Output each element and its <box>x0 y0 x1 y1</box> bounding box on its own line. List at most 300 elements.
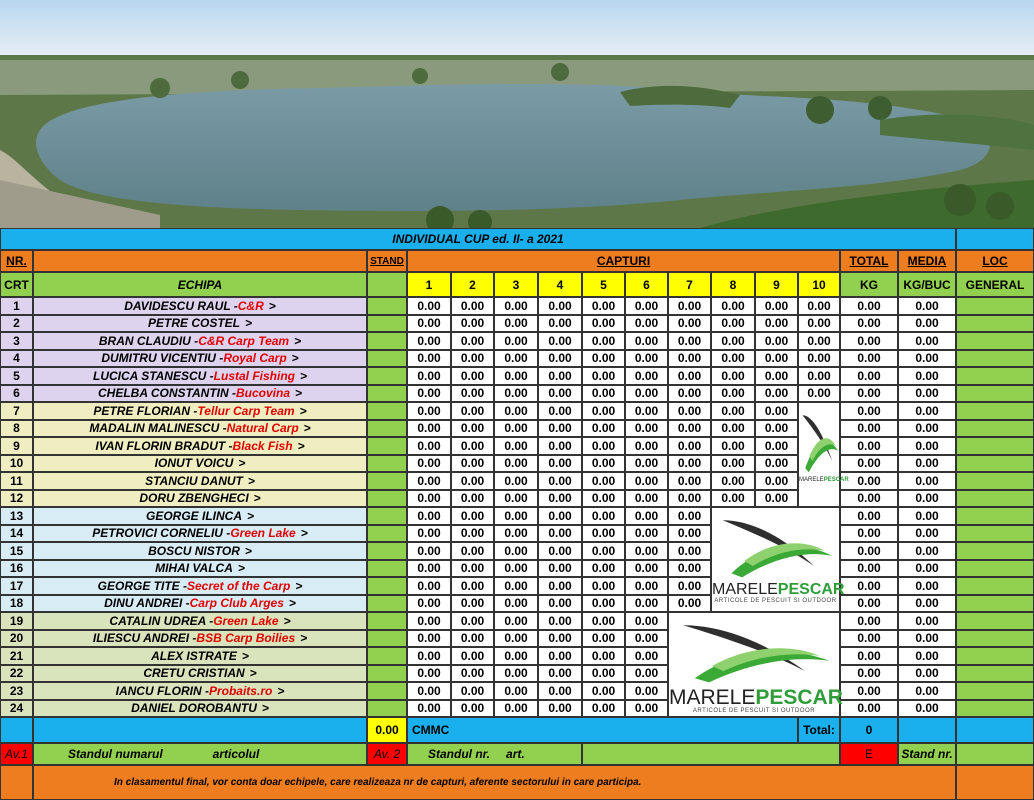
row-capture-value: 0.00 <box>755 437 798 455</box>
row-capture-value: 0.00 <box>407 350 451 368</box>
row-loc <box>956 437 1034 455</box>
row-capture-value: 0.00 <box>538 682 582 700</box>
row-total-kg: 0.00 <box>840 367 898 385</box>
row-total-kg: 0.00 <box>840 560 898 578</box>
row-competitor <box>33 350 367 368</box>
logo-text-marele: MARELE <box>669 686 756 709</box>
row-capture-value: 0.00 <box>625 560 668 578</box>
row-nr: 15 <box>0 542 33 560</box>
row-stand <box>367 420 407 438</box>
footer-blank-loc3 <box>956 765 1034 800</box>
row-capture-value: 0.00 <box>668 595 711 613</box>
row-competitor <box>33 577 367 595</box>
row-capture-value: 0.00 <box>407 437 451 455</box>
row-capture-value: 0.00 <box>451 560 494 578</box>
row-capture-value: 0.00 <box>538 437 582 455</box>
row-capture-value: 0.00 <box>582 315 625 333</box>
row-capture-value: 0.00 <box>451 420 494 438</box>
row-capture-value: 0.00 <box>668 525 711 543</box>
row-capture-value: 0.00 <box>494 647 538 665</box>
row-capture-value: 0.00 <box>625 332 668 350</box>
row-nr: 17 <box>0 577 33 595</box>
arrow-glyph: > <box>283 613 291 628</box>
header-nr: NR. <box>0 250 33 272</box>
row-stand <box>367 332 407 350</box>
row-loc <box>956 630 1034 648</box>
row-loc <box>956 472 1034 490</box>
row-capture-value: 0.00 <box>538 577 582 595</box>
row-capture-value: 0.00 <box>625 700 668 718</box>
row-capture-value: 0.00 <box>494 507 538 525</box>
row-nr: 3 <box>0 332 33 350</box>
row-total-kg: 0.00 <box>840 472 898 490</box>
row-capture-value: 0.00 <box>451 437 494 455</box>
row-capture-value: 0.00 <box>451 402 494 420</box>
row-loc <box>956 525 1034 543</box>
row-capture-value: 0.00 <box>582 332 625 350</box>
arrow-glyph: > <box>247 508 255 523</box>
row-capture-value: 0.00 <box>625 577 668 595</box>
team-name: Secret of the Carp <box>186 578 291 593</box>
marele-pescar-logo-medium <box>711 507 845 612</box>
header-capture-4: 4 <box>538 272 582 297</box>
row-total-kg: 0.00 <box>840 577 898 595</box>
header-total: TOTAL <box>840 250 898 272</box>
row-media: 0.00 <box>898 490 956 508</box>
row-capture-value: 0.00 <box>407 385 451 403</box>
row-capture-value: 0.00 <box>711 455 755 473</box>
row-capture-value: 0.00 <box>538 385 582 403</box>
header-capturi: CAPTURI <box>407 250 840 272</box>
row-capture-value: 0.00 <box>711 402 755 420</box>
row-capture-value: 0.00 <box>451 455 494 473</box>
row-stand <box>367 507 407 525</box>
row-loc <box>956 665 1034 683</box>
team-name: Bucovina <box>235 386 290 401</box>
row-capture-value: 0.00 <box>668 542 711 560</box>
header-crt: CRT <box>0 272 33 297</box>
competitor-name: LUCICA STANESCU - <box>92 368 214 383</box>
row-capture-value: 0.00 <box>711 297 755 315</box>
row-capture-value: 0.00 <box>625 507 668 525</box>
row-capture-value: 0.00 <box>451 612 494 630</box>
competitor-name: DANIEL DOROBANTU <box>131 701 257 716</box>
row-nr: 24 <box>0 700 33 718</box>
row-capture-value: 0.00 <box>582 560 625 578</box>
row-stand <box>367 682 407 700</box>
row-stand <box>367 367 407 385</box>
row-competitor <box>33 507 367 525</box>
arrow-glyph: > <box>249 666 257 681</box>
row-nr: 16 <box>0 560 33 578</box>
competitor-name: MADALIN MALINESCU - <box>89 421 227 436</box>
row-stand <box>367 455 407 473</box>
row-competitor <box>33 437 367 455</box>
row-stand <box>367 297 407 315</box>
row-loc <box>956 560 1034 578</box>
row-capture-value: 0.00 <box>538 332 582 350</box>
art-label: art. <box>506 747 525 761</box>
competitor-name: DINU ANDREI - <box>104 596 190 611</box>
row-stand <box>367 630 407 648</box>
arrow-glyph: > <box>247 473 255 488</box>
row-nr: 7 <box>0 402 33 420</box>
row-capture-value: 0.00 <box>538 560 582 578</box>
row-capture-value: 0.00 <box>407 472 451 490</box>
row-loc <box>956 332 1034 350</box>
row-capture-value: 0.00 <box>538 455 582 473</box>
competitor-name: IANCU FLORIN - <box>115 683 209 698</box>
row-loc <box>956 402 1034 420</box>
row-capture-value: 0.00 <box>538 367 582 385</box>
fish-hook-logo-icon <box>799 403 841 508</box>
row-capture-value: 0.00 <box>451 507 494 525</box>
row-loc <box>956 315 1034 333</box>
header-capture-7: 7 <box>668 272 711 297</box>
row-competitor <box>33 700 367 718</box>
row-loc <box>956 612 1034 630</box>
marele-pescar-logo-small <box>798 402 849 507</box>
row-capture-value: 0.00 <box>538 665 582 683</box>
row-total-kg: 0.00 <box>840 595 898 613</box>
row-capture-value: 0.00 <box>451 332 494 350</box>
logo-text-pescar: PESCAR <box>755 686 843 709</box>
row-loc <box>956 420 1034 438</box>
row-capture-value: 0.00 <box>755 402 798 420</box>
competitor-name: BRAN CLAUDIU - <box>98 333 199 348</box>
row-nr: 13 <box>0 507 33 525</box>
row-capture-value: 0.00 <box>451 297 494 315</box>
header-echipa: ECHIPA <box>33 272 367 297</box>
row-capture-value: 0.00 <box>538 297 582 315</box>
logo-tagline: ARTICOLE DE PESCUIT SI OUTDOOR <box>714 598 837 604</box>
row-stand <box>367 472 407 490</box>
row-total-kg: 0.00 <box>840 350 898 368</box>
row-capture-value: 0.00 <box>755 315 798 333</box>
row-loc <box>956 367 1034 385</box>
row-capture-value: 0.00 <box>451 665 494 683</box>
row-competitor <box>33 455 367 473</box>
row-capture-value: 0.00 <box>494 402 538 420</box>
row-capture-value: 0.00 <box>798 385 840 403</box>
logo-text-pescar: PESCAR <box>777 581 845 598</box>
team-name: Green Lake <box>213 613 279 628</box>
row-competitor <box>33 472 367 490</box>
row-capture-value: 0.00 <box>494 490 538 508</box>
arrow-glyph: > <box>295 386 303 401</box>
row-competitor <box>33 420 367 438</box>
row-capture-value: 0.00 <box>407 315 451 333</box>
row-capture-value: 0.00 <box>582 437 625 455</box>
row-capture-value: 0.00 <box>755 332 798 350</box>
row-stand <box>367 350 407 368</box>
row-media: 0.00 <box>898 332 956 350</box>
header-echipa-top <box>33 250 367 272</box>
row-capture-value: 0.00 <box>538 647 582 665</box>
row-capture-value: 0.00 <box>407 560 451 578</box>
row-capture-value: 0.00 <box>494 595 538 613</box>
arrow-glyph: > <box>295 578 303 593</box>
row-capture-value: 0.00 <box>668 455 711 473</box>
row-capture-value: 0.00 <box>625 315 668 333</box>
footer-blank-echipa <box>33 717 367 743</box>
row-nr: 23 <box>0 682 33 700</box>
row-capture-value: 0.00 <box>582 682 625 700</box>
row-capture-value: 0.00 <box>494 455 538 473</box>
footer-blank-middle <box>582 743 840 765</box>
row-media: 0.00 <box>898 455 956 473</box>
row-capture-value: 0.00 <box>582 542 625 560</box>
row-capture-value: 0.00 <box>625 297 668 315</box>
arrow-glyph: > <box>297 438 305 453</box>
row-capture-value: 0.00 <box>582 350 625 368</box>
row-capture-value: 0.00 <box>494 420 538 438</box>
footer-cmmc: CMMC <box>407 717 798 743</box>
row-stand <box>367 700 407 718</box>
row-capture-value: 0.00 <box>755 455 798 473</box>
row-capture-value: 0.00 <box>407 525 451 543</box>
row-nr: 18 <box>0 595 33 613</box>
row-capture-value: 0.00 <box>582 472 625 490</box>
footer-av1: Av.1 <box>0 743 33 765</box>
row-capture-value: 0.00 <box>582 385 625 403</box>
footer-av2: Av. 2 <box>367 743 407 765</box>
row-capture-value: 0.00 <box>625 420 668 438</box>
row-total-kg: 0.00 <box>840 297 898 315</box>
logo-text-pescar: PESCAR <box>823 477 849 483</box>
row-capture-value: 0.00 <box>451 700 494 718</box>
row-capture-value: 0.00 <box>582 595 625 613</box>
header-capture-10: 10 <box>798 272 840 297</box>
competitor-name: STANCIU DANUT <box>145 473 243 488</box>
footer-stand-total: 0.00 <box>367 717 407 743</box>
header-stand-blank <box>367 272 407 297</box>
competitor-name: CHELBA CONSTANTIN - <box>97 386 236 401</box>
row-competitor <box>33 490 367 508</box>
row-media: 0.00 <box>898 507 956 525</box>
row-capture-value: 0.00 <box>451 315 494 333</box>
arrow-glyph: > <box>300 631 308 646</box>
row-stand <box>367 385 407 403</box>
row-capture-value: 0.00 <box>625 455 668 473</box>
row-total-kg: 0.00 <box>840 315 898 333</box>
row-capture-value: 0.00 <box>582 490 625 508</box>
row-stand <box>367 402 407 420</box>
title-row-end <box>956 228 1034 250</box>
header-loc: LOC <box>956 250 1034 272</box>
footer-note: In clasamentul final, vor conta doar echipele, care realizeaza nr de capturi, aferente sectorului in care participa. <box>33 765 956 800</box>
row-media: 0.00 <box>898 647 956 665</box>
row-total-kg: 0.00 <box>840 525 898 543</box>
row-media: 0.00 <box>898 437 956 455</box>
row-capture-value: 0.00 <box>451 367 494 385</box>
row-capture-value: 0.00 <box>625 525 668 543</box>
row-total-kg: 0.00 <box>840 332 898 350</box>
row-capture-value: 0.00 <box>798 350 840 368</box>
row-nr: 20 <box>0 630 33 648</box>
row-capture-value: 0.00 <box>668 472 711 490</box>
arrow-glyph: > <box>245 316 253 331</box>
row-loc <box>956 350 1034 368</box>
row-capture-value: 0.00 <box>711 332 755 350</box>
team-name: Tellur Carp Team <box>197 403 295 418</box>
logo-text-marele: MARELE <box>712 581 778 598</box>
footer-stand-nr: Stand nr. <box>898 743 956 765</box>
row-capture-value: 0.00 <box>755 297 798 315</box>
row-capture-value: 0.00 <box>538 700 582 718</box>
row-nr: 6 <box>0 385 33 403</box>
row-capture-value: 0.00 <box>538 350 582 368</box>
row-capture-value: 0.00 <box>451 472 494 490</box>
row-total-kg: 0.00 <box>840 437 898 455</box>
competitor-name: ILIESCU ANDREI - <box>92 631 197 646</box>
row-media: 0.00 <box>898 577 956 595</box>
row-capture-value: 0.00 <box>625 682 668 700</box>
row-competitor <box>33 315 367 333</box>
row-capture-value: 0.00 <box>711 490 755 508</box>
row-nr: 2 <box>0 315 33 333</box>
row-capture-value: 0.00 <box>538 472 582 490</box>
competitor-name: PETROVICI CORNELIU - <box>92 526 231 541</box>
row-capture-value: 0.00 <box>582 525 625 543</box>
row-nr: 19 <box>0 612 33 630</box>
row-nr: 22 <box>0 665 33 683</box>
row-total-kg: 0.00 <box>840 490 898 508</box>
row-capture-value: 0.00 <box>451 542 494 560</box>
team-name: Carp Club Arges <box>189 596 284 611</box>
row-capture-value: 0.00 <box>407 682 451 700</box>
competitor-name: IONUT VOICU <box>154 456 234 471</box>
competitor-name: GEORGE ILINCA <box>145 508 242 523</box>
row-loc <box>956 647 1034 665</box>
row-capture-value: 0.00 <box>711 350 755 368</box>
standul-nr-label: Standul nr. <box>428 747 491 761</box>
team-name: Black Fish <box>232 438 293 453</box>
header-capture-8: 8 <box>711 272 755 297</box>
row-capture-value: 0.00 <box>668 402 711 420</box>
row-competitor <box>33 367 367 385</box>
row-capture-value: 0.00 <box>582 420 625 438</box>
row-capture-value: 0.00 <box>625 612 668 630</box>
row-loc <box>956 682 1034 700</box>
row-media: 0.00 <box>898 630 956 648</box>
row-capture-value: 0.00 <box>538 630 582 648</box>
footer-total-value: 0 <box>840 717 898 743</box>
row-capture-value: 0.00 <box>494 332 538 350</box>
row-capture-value: 0.00 <box>494 665 538 683</box>
row-media: 0.00 <box>898 542 956 560</box>
articolul-label: articolul <box>212 747 260 761</box>
competitor-name: CATALIN UDREA - <box>109 613 214 628</box>
row-capture-value: 0.00 <box>625 665 668 683</box>
row-capture-value: 0.00 <box>407 647 451 665</box>
row-capture-value: 0.00 <box>407 507 451 525</box>
row-capture-value: 0.00 <box>407 367 451 385</box>
row-capture-value: 0.00 <box>798 367 840 385</box>
row-capture-value: 0.00 <box>407 402 451 420</box>
title-row: INDIVIDUAL CUP ed. II- a 2021 <box>0 228 956 250</box>
footer-blank-crt3 <box>0 765 33 800</box>
row-capture-value: 0.00 <box>407 630 451 648</box>
row-capture-value: 0.00 <box>625 542 668 560</box>
row-capture-value: 0.00 <box>711 420 755 438</box>
row-capture-value: 0.00 <box>668 577 711 595</box>
row-capture-value: 0.00 <box>494 350 538 368</box>
row-stand <box>367 647 407 665</box>
arrow-glyph: > <box>299 403 307 418</box>
row-loc <box>956 455 1034 473</box>
footer-standul-nr <box>407 743 582 765</box>
lake-photo <box>0 0 1034 228</box>
row-capture-value: 0.00 <box>625 367 668 385</box>
team-name: Royal Carp <box>223 351 287 366</box>
team-name: Green Lake <box>230 526 296 541</box>
row-capture-value: 0.00 <box>451 385 494 403</box>
footer-blank-loc2 <box>956 743 1034 765</box>
row-total-kg: 0.00 <box>840 402 898 420</box>
team-name: C&R <box>237 298 264 313</box>
row-capture-value: 0.00 <box>538 420 582 438</box>
row-competitor <box>33 682 367 700</box>
row-loc <box>956 577 1034 595</box>
footer-blank-loc <box>956 717 1034 743</box>
row-capture-value: 0.00 <box>451 595 494 613</box>
row-capture-value: 0.00 <box>494 472 538 490</box>
row-capture-value: 0.00 <box>625 402 668 420</box>
row-loc <box>956 700 1034 718</box>
row-media: 0.00 <box>898 315 956 333</box>
row-capture-value: 0.00 <box>668 385 711 403</box>
row-competitor <box>33 560 367 578</box>
row-nr: 9 <box>0 437 33 455</box>
row-capture-value: 0.00 <box>755 385 798 403</box>
row-stand <box>367 525 407 543</box>
header-kg: KG <box>840 272 898 297</box>
row-capture-value: 0.00 <box>494 297 538 315</box>
row-capture-value: 0.00 <box>711 367 755 385</box>
row-total-kg: 0.00 <box>840 700 898 718</box>
row-capture-value: 0.00 <box>668 437 711 455</box>
row-capture-value: 0.00 <box>494 560 538 578</box>
team-name: BSB Carp Boilies <box>196 631 296 646</box>
arrow-glyph: > <box>300 368 308 383</box>
row-total-kg: 0.00 <box>840 665 898 683</box>
header-capture-3: 3 <box>494 272 538 297</box>
row-capture-value: 0.00 <box>625 437 668 455</box>
row-capture-value: 0.00 <box>407 332 451 350</box>
row-capture-value: 0.00 <box>582 297 625 315</box>
arrow-glyph: > <box>253 491 261 506</box>
competitor-name: DAVIDESCU RAUL - <box>124 298 238 313</box>
row-media: 0.00 <box>898 367 956 385</box>
row-total-kg: 0.00 <box>840 682 898 700</box>
row-stand <box>367 612 407 630</box>
row-competitor <box>33 402 367 420</box>
row-media: 0.00 <box>898 595 956 613</box>
row-media: 0.00 <box>898 472 956 490</box>
row-total-kg: 0.00 <box>840 385 898 403</box>
footer-e: E <box>840 743 898 765</box>
row-loc <box>956 595 1034 613</box>
row-capture-value: 0.00 <box>494 315 538 333</box>
arrow-glyph: > <box>294 333 302 348</box>
competitor-name: MIHAI VALCA <box>155 561 233 576</box>
row-media: 0.00 <box>898 665 956 683</box>
row-capture-value: 0.00 <box>625 350 668 368</box>
row-capture-value: 0.00 <box>407 700 451 718</box>
row-loc <box>956 490 1034 508</box>
row-stand <box>367 577 407 595</box>
